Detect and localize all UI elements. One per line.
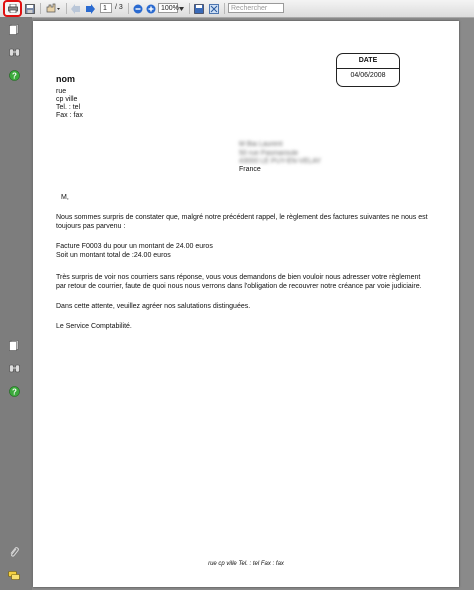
- sender-tel: Tel. : tel: [56, 104, 81, 111]
- date-value: 04/06/2008: [350, 72, 386, 79]
- help-icon: [9, 70, 20, 81]
- zoom-dropdown-button[interactable]: [178, 2, 185, 15]
- save-copy-button[interactable]: [193, 2, 205, 15]
- total-line: Soit un montant total de :24.00 euros: [56, 252, 171, 259]
- sender-name: nom: [56, 74, 75, 84]
- search-input[interactable]: Rechercher: [228, 3, 284, 13]
- next-page-button[interactable]: [84, 2, 96, 15]
- pages-panel-button[interactable]: [8, 23, 20, 35]
- fit-page-icon: [209, 4, 219, 14]
- comments-button[interactable]: [8, 570, 20, 582]
- zoom-select[interactable]: 100%: [158, 3, 178, 13]
- sender-city: cp ville: [56, 96, 78, 103]
- attachment-icon: [9, 547, 19, 558]
- save-icon: [25, 4, 35, 14]
- help-button[interactable]: [8, 69, 20, 81]
- sender-fax: Fax : fax: [56, 112, 83, 119]
- prev-page-icon: [71, 4, 81, 14]
- zoom-out-icon: [133, 4, 143, 14]
- recipient-line-3: 43000 LE PUY-EN-VELAY: [239, 158, 322, 165]
- pages-icon: [9, 24, 19, 35]
- help-icon: [9, 386, 20, 397]
- save-copy-icon: [194, 4, 204, 14]
- date-label: DATE: [358, 57, 378, 64]
- sender-street: rue: [56, 88, 67, 95]
- recipient-line-2: 50 rue Pasmaroule: [239, 150, 299, 157]
- svg-text:?: ?: [11, 71, 17, 80]
- left-sidebar: [0, 17, 32, 590]
- print-icon: [8, 4, 18, 13]
- paragraph-2-line-2: par retour de courrier, faute de quoi nous nous verrons dans l'obligation de recouvrer notre créance par voie judiciaire.: [56, 283, 422, 290]
- svg-text:?: ?: [11, 387, 17, 396]
- attachments-button[interactable]: [8, 546, 20, 558]
- page-footer: rue cp ville Tel. : tel Fax : fax: [208, 561, 284, 567]
- chevron-down-icon: [179, 7, 184, 11]
- salutation: M,: [61, 194, 69, 201]
- pages-panel-button-2[interactable]: [8, 339, 20, 351]
- signature: Le Service Comptabilité.: [56, 323, 132, 330]
- zoom-in-button[interactable]: [145, 2, 157, 15]
- paragraph-1-line-2: toujours pas parvenu :: [56, 223, 126, 230]
- viewer-toolbar: [0, 0, 474, 18]
- fit-page-button[interactable]: [208, 2, 220, 15]
- paragraph-1-line-1: Nous sommes surpris de constater que, malgré notre précédent rappel, le règlement des factures suivantes ne nous est: [56, 214, 428, 221]
- next-page-icon: [85, 4, 95, 14]
- pages-icon: [9, 340, 19, 351]
- search-panel-button[interactable]: [8, 46, 20, 58]
- save-button[interactable]: [24, 2, 36, 15]
- date-box: [336, 53, 400, 87]
- help-button-2[interactable]: [8, 385, 20, 397]
- prev-page-button[interactable]: [70, 2, 82, 15]
- binoculars-icon: [9, 48, 20, 57]
- print-button[interactable]: [3, 0, 22, 17]
- comments-icon: [8, 571, 20, 581]
- closing: Dans cette attente, veuillez agréer nos salutations distinguées.: [56, 303, 251, 310]
- zoom-out-button[interactable]: [132, 2, 144, 15]
- binoculars-icon: [9, 364, 20, 373]
- zoom-in-icon: [146, 4, 156, 14]
- hand-tool-icon: [45, 3, 61, 14]
- date-divider: [337, 68, 399, 69]
- search-panel-button-2[interactable]: [8, 362, 20, 374]
- hand-tool-button[interactable]: [44, 2, 62, 15]
- page-number-input[interactable]: 1: [100, 3, 112, 13]
- document-page: [33, 21, 459, 587]
- invoice-line: Facture F0003 du pour un montant de 24.00 euros: [56, 243, 213, 250]
- recipient-line-1: M Bia Laurent: [239, 141, 283, 148]
- paragraph-2-line-1: Très surpris de voir nos courriers sans réponse, vous vous demandons de bien vouloir nous adresser votre règlement: [56, 274, 421, 281]
- page-total: / 3: [115, 4, 123, 11]
- recipient-country: France: [239, 166, 261, 173]
